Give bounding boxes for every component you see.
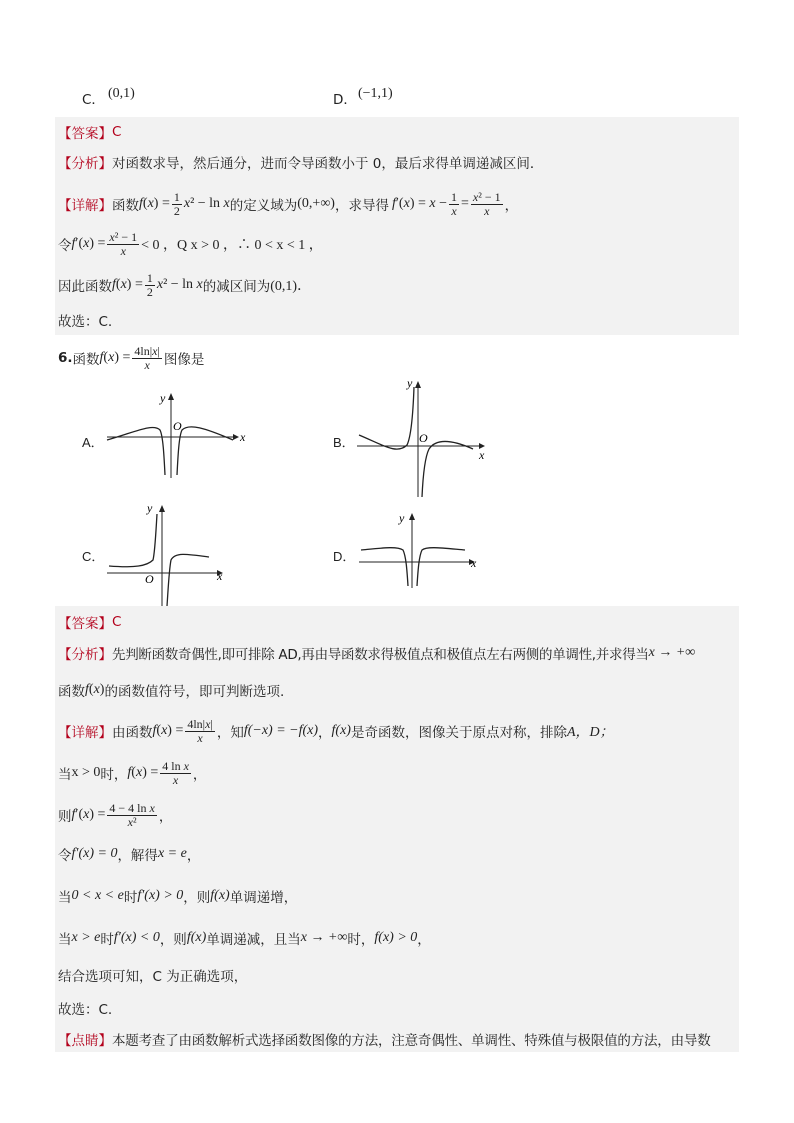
fraction: $\frac{1}{x}$ (451, 189, 457, 218)
q6-detail-line-2 (58, 755, 206, 791)
q6-option-a-label: A． (82, 435, 104, 450)
detail-text: ，知 (216, 725, 244, 741)
formula: x² − ln x (183, 196, 230, 211)
q6-graph-b (355, 375, 500, 500)
curve-left (107, 427, 165, 475)
formula: x → +∞ (648, 645, 696, 660)
detail-text: ， (192, 767, 207, 783)
detail-text: ， (186, 848, 201, 864)
formula: x > 0 (71, 765, 101, 780)
detail-text: 的定义域为 (229, 198, 298, 214)
formula: f′(x) < 0 (113, 930, 160, 945)
detail-text: 时， (100, 767, 128, 783)
q6-detail-line-4 (58, 840, 200, 868)
formula: f(x) > 0 (374, 930, 418, 945)
detail-text: 时， (347, 932, 375, 948)
detail-text: 因此函数 (58, 279, 112, 295)
formula: < 0 ，Q x > 0 ，∴ 0 < x < 1 ， (141, 238, 323, 253)
comment-tag: 【点睛】 (58, 1033, 112, 1049)
detail-text: 的减区间为 (202, 279, 271, 295)
formula: f(x) (186, 930, 207, 945)
detail-tag: 【详解】 (58, 725, 112, 741)
y-arrow (415, 381, 421, 388)
formula: x → +∞ (300, 930, 348, 945)
detail-text: 当 (58, 932, 72, 948)
q5-conclusion-line (58, 306, 112, 334)
curve-left (359, 387, 414, 449)
formula: f(x) (331, 723, 351, 738)
formula: f′(x) = 0 (71, 846, 118, 861)
analysis-tag: 【分析】 (58, 156, 112, 172)
q5-detail-line-3 (58, 267, 311, 303)
fraction: $\frac{4\ln|x|}{x}$ (187, 716, 213, 745)
detail-text: 单调递增， (229, 890, 298, 906)
formula: x > e (71, 930, 101, 945)
detail-text: 当 (58, 890, 72, 906)
analysis-text: 函数 (58, 684, 85, 700)
y-arrow (159, 505, 165, 512)
detail-text: 时 (123, 890, 138, 906)
y-arrow (409, 513, 415, 520)
q5-option-c-value: (0,1) (108, 86, 135, 101)
answer-value: C (112, 614, 122, 630)
formula: f(x) (85, 682, 105, 697)
q6-answer-line (58, 608, 121, 636)
q6-detail-line-1 (58, 713, 614, 749)
detail-text: ， (158, 809, 173, 825)
q5-detail-line-2 (58, 226, 323, 262)
y-label: y (399, 511, 405, 525)
detail-text: ， (504, 198, 519, 214)
fraction: $\frac{\text{x² − 1}}{x}$ (472, 189, 501, 218)
q6-conclusion-line (58, 994, 112, 1022)
q6-analysis-line-2 (58, 676, 284, 704)
formula: f(x) (210, 888, 230, 903)
fraction: $\frac{4\ln|x|}{x}$ (134, 343, 160, 372)
analysis-text: 的函数值符号，即可判断选项. (104, 684, 285, 700)
answer-tag: 【答案】 (58, 126, 112, 142)
formula: f(x) = (127, 765, 159, 780)
detail-text: 是奇函数，图像关于原点对称，排除 (350, 725, 567, 741)
x-arrow (233, 434, 239, 440)
curve-left (167, 554, 209, 606)
conclusion-text: 故选：C. (58, 314, 113, 330)
detail-text: 函数 (112, 198, 139, 214)
detail-text: 时 (100, 932, 114, 948)
q6-graph-d (357, 510, 482, 590)
formula: (0,1)． (270, 279, 312, 294)
q5-option-d-label: D． (333, 92, 357, 108)
detail-text: ， (417, 932, 431, 948)
curve-left (361, 548, 408, 586)
q6-detail-line-3 (58, 797, 172, 833)
q6-graph-a (105, 390, 250, 480)
formula: f′(x) = x − (391, 196, 447, 211)
answer-value: C (112, 124, 122, 140)
formula: 0 < x < e (71, 888, 124, 903)
q6-detail-line-5 (58, 882, 297, 910)
detail-text: ，解得 (117, 848, 158, 864)
fraction: $\frac{\text{x² − 1}}{x}$ (109, 229, 138, 258)
detail-text: 由函数 (112, 725, 153, 741)
q5-option-d-value: (−1,1) (358, 86, 393, 101)
stem-text: 图像是 (163, 352, 205, 368)
detail-tag: 【详解】 (58, 198, 112, 214)
formula: f(x) = (99, 350, 131, 365)
q6-comment-line (58, 1025, 711, 1053)
question-number: 6. (58, 350, 73, 366)
detail-text: 令 (58, 238, 72, 254)
analysis-text: 对函数求导，然后通分，进而令导函数小于 0，最后求得单调递减区间． (112, 156, 544, 172)
x-label: x (240, 430, 246, 444)
curve-right (417, 548, 465, 586)
q6-option-b-label: B． (333, 435, 355, 450)
fraction: $\frac{1}{2}$ (146, 270, 153, 299)
curve-right (422, 441, 473, 497)
y-label: y (147, 501, 153, 515)
q6-detail-line-6 (58, 924, 431, 952)
formula: f′(x) > 0 (137, 888, 184, 903)
answer-tag: 【答案】 (58, 616, 112, 632)
origin-label: O (419, 431, 428, 445)
fraction: $\frac{\text{4 − 4 ln x}}{\text{x²}}$ (109, 800, 155, 829)
formula: f(x) = (152, 723, 184, 738)
analysis-tag: 【分析】 (58, 647, 112, 663)
formula: (0,+∞) (297, 196, 335, 211)
formula: f′(x) = (71, 807, 106, 822)
curve-right (177, 427, 233, 475)
detail-text: ，则 (183, 890, 211, 906)
q5-analysis-line (58, 148, 543, 176)
q6-option-c-label: C． (82, 549, 105, 564)
detail-text: 当 (58, 767, 72, 783)
y-arrow (168, 393, 174, 400)
detail-text: 则 (58, 809, 72, 825)
q5-answer-line (58, 118, 121, 146)
origin-label: O (145, 572, 154, 586)
detail-text: ，求导得 (334, 198, 389, 214)
detail-text: 结合选项可知，C 为正确选项， (58, 969, 248, 985)
curve-right (109, 514, 157, 567)
y-label: y (407, 376, 413, 390)
q6-graph-c (105, 500, 230, 608)
formula: f(−x) = −f(x) (243, 723, 319, 738)
y-label: y (160, 391, 166, 405)
analysis-text: 先判断函数奇偶性,即可排除 AD,再由导函数求得极值点和极值点左右两侧的单调性,并求得当 (112, 647, 649, 663)
q6-analysis-line (58, 639, 695, 667)
detail-text: 令 (58, 848, 72, 864)
formula: x² − ln x (156, 277, 203, 292)
formula: f(x) = (112, 277, 143, 292)
formula: x = e (157, 846, 187, 861)
origin-label: O (173, 419, 182, 433)
formula: = (461, 196, 469, 211)
q5-option-c-label: C． (82, 92, 105, 108)
fraction: $\frac{1}{2}$ (173, 189, 180, 218)
conclusion-text: 故选：C. (58, 1002, 113, 1018)
stem-text: 函数 (72, 352, 100, 368)
detail-text: ，则 (159, 932, 187, 948)
q6-option-d-label: D． (333, 549, 356, 564)
formula: f′(x) = (71, 236, 106, 251)
fraction: $\frac{\text{4 ln x}}{x}$ (162, 758, 189, 787)
formula: A，D； (566, 725, 614, 740)
formula: f(x) = (139, 196, 170, 211)
detail-text: 单调递减，且当 (206, 932, 301, 948)
q6-detail-line-7 (58, 961, 247, 989)
x-label: x (471, 556, 477, 570)
x-label: x (217, 569, 223, 583)
q6-stem (58, 340, 204, 376)
comment-text: 本题考查了由函数解析式选择函数图像的方法，注意奇偶性、单调性、特殊值与极限值的方法，由导数 (112, 1033, 711, 1049)
detail-text: ， (318, 725, 332, 741)
x-label: x (479, 448, 485, 462)
q5-detail-line-1 (58, 186, 518, 222)
